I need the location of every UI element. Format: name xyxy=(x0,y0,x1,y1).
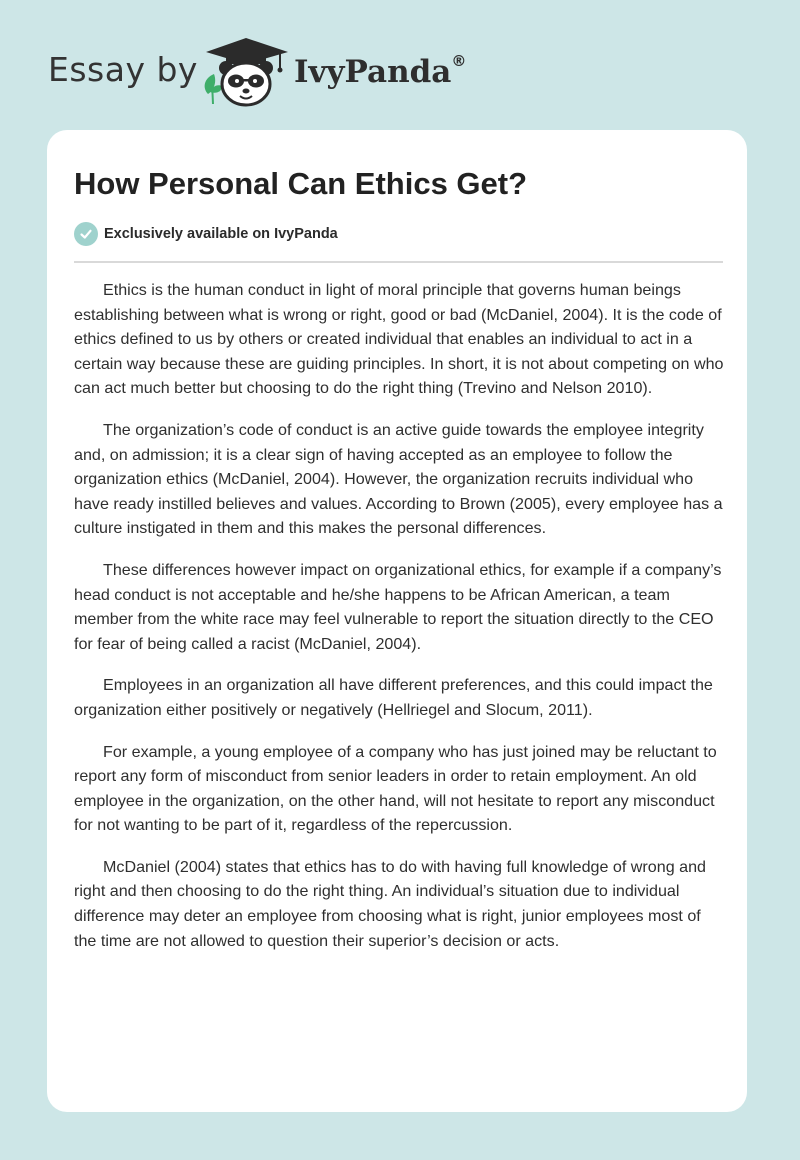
paragraph: Ethics is the human conduct in light of moral principle that governs human beings establishing between what is wrong or right, good or bad (McDaniel, 2004). It is the code of ethics defined to us by others or created individual that enables an individual to act in a certain way because these are guiding principles. In short, it is not about competing on who can act much better but choosing to do the right thing (Trevino and Nelson 2010). xyxy=(74,281,724,398)
panda-logo-icon[interactable] xyxy=(200,34,292,110)
essay-by-label: Essay by xyxy=(48,50,198,89)
paragraph: These differences however impact on organizational ethics, for example if a company’s head conduct is not acceptable and he/she happens to be African American, a team member from the white race may feel vulnerable to report the situation directly to the CEO for fear of being called a racist (McDaniel, 2004). xyxy=(74,560,722,653)
paragraph: The organization’s code of conduct is an active guide towards the employee integrity and, on admission; it is a clear sign of having accepted as an employee to follow the organization ethics (McDaniel, 2004). However, the organization recruits individual who have ready instilled believes and values. According to Brown (2005), every employee has a culture instigated in them and this makes the personal differences. xyxy=(74,420,723,538)
divider xyxy=(74,261,723,263)
paragraph: For example, a young employee of a company who has just joined may be reluctant to report any form of misconduct from senior leaders in order to retain employment. An old employee in the organization, on the other hand, will not hesitate to report any misconduct for not wanting to be part of it, regardless of the repercussion. xyxy=(74,742,717,835)
site-header xyxy=(0,0,800,130)
check-circle-icon xyxy=(74,222,98,246)
paragraph: Employees in an organization all have different preferences, and this could impact the organization either positively or negatively (Hellriegel and Slocum, 2011). xyxy=(74,676,713,719)
exclusive-badge xyxy=(74,222,338,246)
leaf-icon xyxy=(205,74,222,104)
essay-card xyxy=(47,130,747,1112)
registered-mark: ® xyxy=(451,52,467,70)
paragraph: McDaniel (2004) states that ethics has to do with having full knowledge of wrong and right and then choosing to do the right thing. An individual’s situation due to individual difference may deter an employee from choosing what is right, junior employees most of the time are not allowed to question their superior’s decision or acts. xyxy=(74,857,706,950)
brand-name[interactable] xyxy=(294,54,466,90)
essay-body xyxy=(74,278,726,970)
page-title: How Personal Can Ethics Get? xyxy=(74,166,528,201)
brand-name-text: IvyPanda xyxy=(294,54,452,90)
exclusive-badge-label: Exclusively available on IvyPanda xyxy=(104,226,338,242)
